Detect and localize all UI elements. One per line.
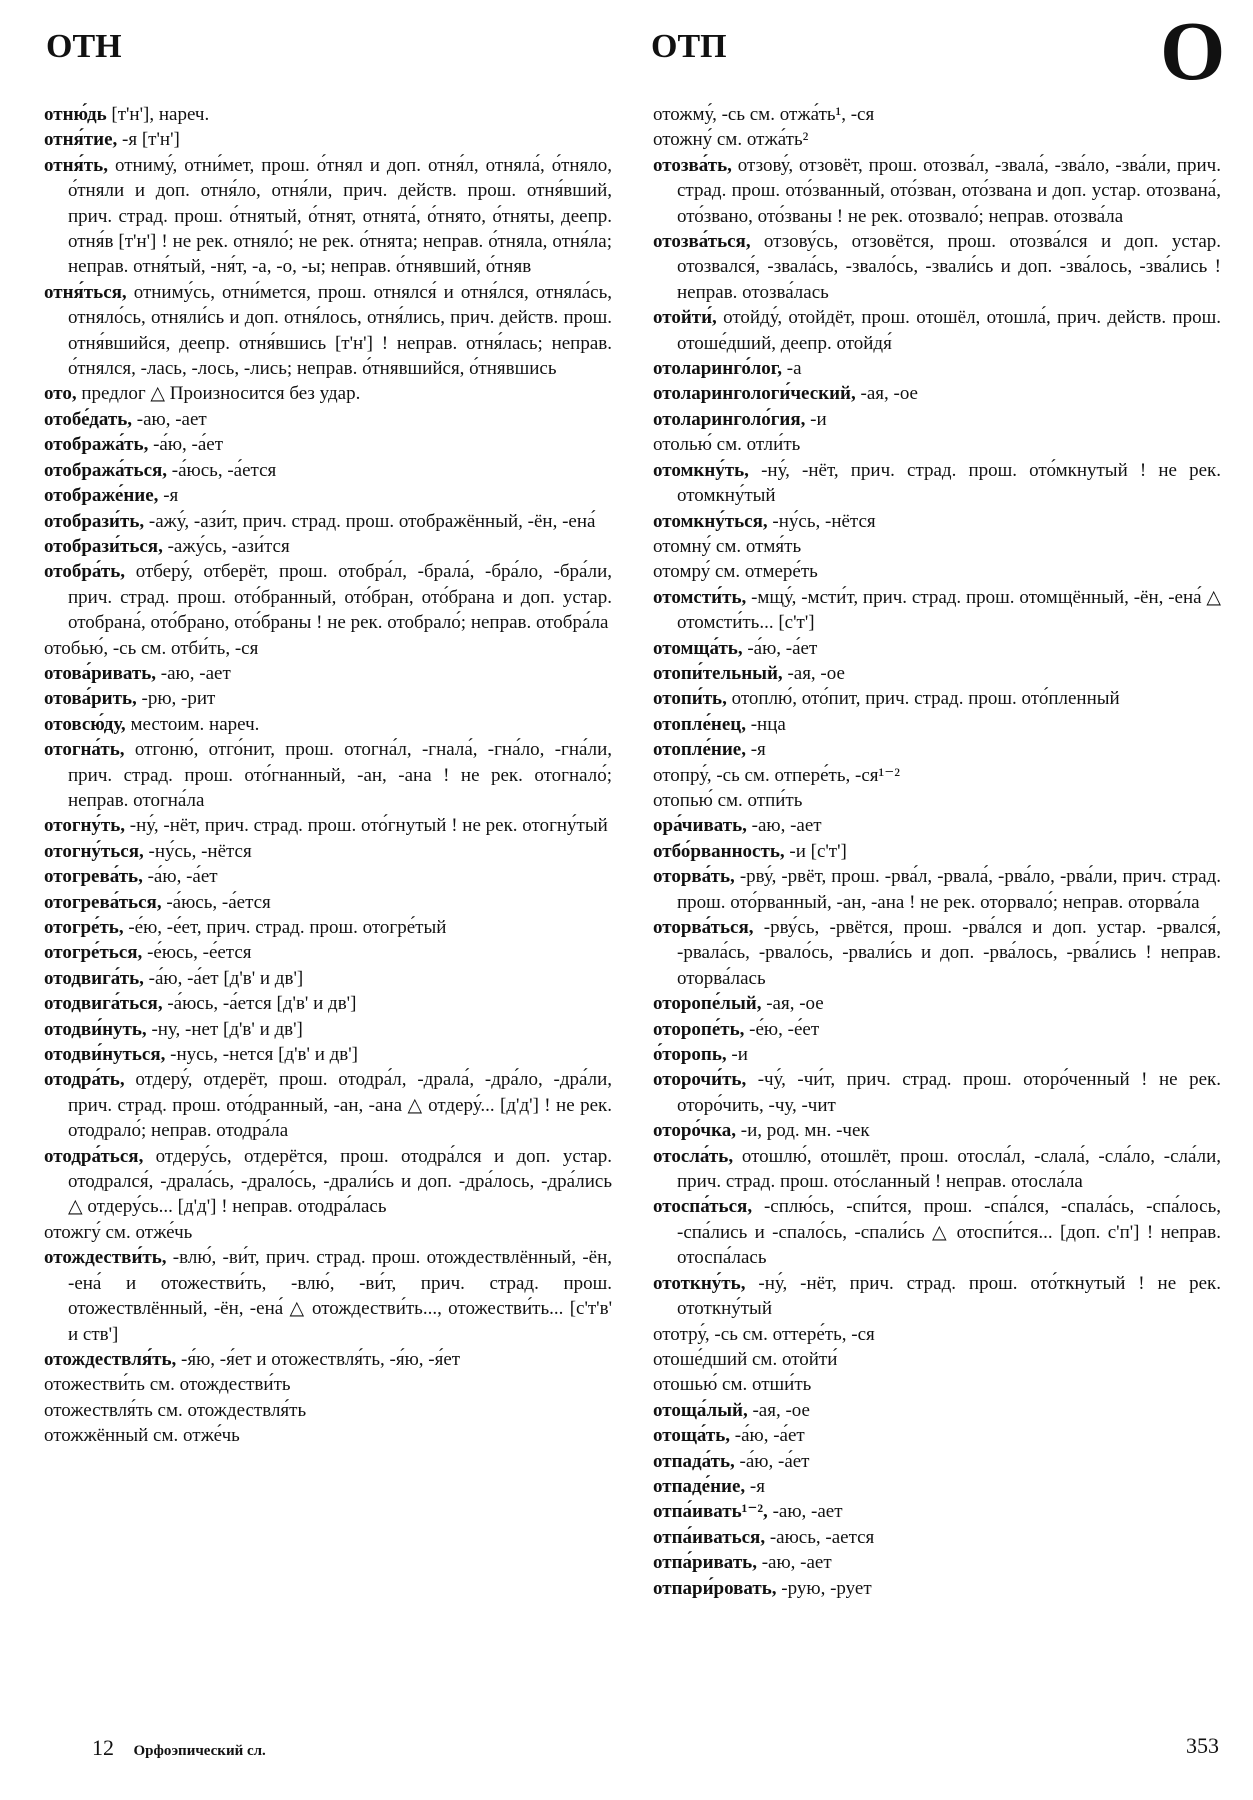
- entry-headword: отойти́,: [653, 307, 717, 329]
- entry-headword: отомкну́ться,: [653, 510, 768, 532]
- entry-body: -и: [726, 1044, 748, 1066]
- entry-body: -я: [745, 739, 766, 761]
- dictionary-entry: [653, 356, 1221, 381]
- dictionary-entry: [44, 1423, 612, 1448]
- entry-body: отопру́, -сь см. отпере́ть, -ся¹⁻²: [653, 764, 900, 786]
- entry-body: -а́ю, -а́ет: [148, 434, 224, 456]
- entry-headword: отня́ться,: [44, 281, 127, 303]
- entry-body: -а́ю, -а́ет: [730, 1425, 805, 1447]
- dictionary-entry: [653, 636, 1221, 661]
- dictionary-entry: [44, 381, 612, 406]
- entry-body: -нусь, -нется [д'в' и дв']: [165, 1044, 359, 1066]
- entry-body: отниму́сь, отни́мется, прош. отнялся́ и отня́лся, отняла́сь, отняло́сь, отняли́сь и доп. отня́лось, отня́лись, прич. действ. прош. отня́вшийся, деепр. отня́вшись [т'н'] ! неправ. отня́лась; неправ. о́тнялся, -лась, -лось, -лись; неправ. о́тнявшийся, о́тнявшись: [68, 281, 612, 380]
- dictionary-entry: [44, 839, 612, 864]
- dictionary-entry: [44, 991, 612, 1016]
- entry-body: -аю, -ает: [756, 1552, 832, 1574]
- dictionary-entry: [44, 712, 612, 737]
- entry-headword: оторочи́ть,: [653, 1069, 747, 1091]
- dictionary-entry: [653, 1118, 1221, 1143]
- dictionary-entry: [653, 229, 1221, 305]
- entry-headword: отобража́ться,: [44, 459, 168, 481]
- dictionary-entry: [653, 737, 1221, 762]
- dictionary-entry: [44, 1372, 612, 1397]
- entry-headword: ототкну́ть,: [653, 1272, 746, 1294]
- dictionary-entry: [653, 102, 1221, 127]
- dictionary-entry: [44, 661, 612, 686]
- entry-body: отожму́, -сь см. отжа́ть¹, -ся: [653, 104, 875, 125]
- entry-body: -мщу́, -мсти́т, прич. страд. прош. отомщённый, -ён, -ена́ △ отомсти́ть... [с'т']: [677, 586, 1221, 634]
- dictionary-entry: [653, 432, 1221, 457]
- entry-headword: отомща́ть,: [653, 637, 743, 659]
- entry-body: -ну, -нет [д'в' и дв']: [146, 1018, 303, 1040]
- entry-body: отгоню́, отго́нит, прош. отогна́л, -гнала́, -гна́ло, -гна́ли, прич. страд. прош. ото́гнанный, -ан, -ана ! не рек. отогнало́; неправ. отогна́ла: [68, 739, 612, 811]
- entry-headword: отогре́ть,: [44, 917, 124, 938]
- entry-body: отдеру́, отдерёт, прош. отодра́л, -драла́, -дра́ло, -дра́ли, прич. страд. прош. ото́дранный, -ан, -ана △ отдеру́... [д'д'] ! не рек. отодрало́; неправ. отодра́ла: [68, 1069, 612, 1142]
- entry-body: отзову́, отзовёт, прош. отозва́л, -звала́, -зва́ло, -зва́ли, прич. страд. прош. ото́званный, ото́зван, ото́звана и доп. устар. отозвана́, ото́звано, ото́званы ! не рек. отозвало́; неправ. отозва́ла: [677, 154, 1221, 227]
- entry-headword: оторва́ть,: [653, 866, 735, 888]
- dictionary-entry: [653, 127, 1221, 152]
- entry-headword: ото,: [44, 383, 77, 405]
- dictionary-entry: [653, 1347, 1221, 1372]
- dictionary-entry: [653, 1017, 1221, 1042]
- dictionary-entry: [653, 534, 1221, 559]
- entry-headword: оторва́ться,: [653, 917, 754, 938]
- entry-body: -аю, -ает: [132, 408, 207, 430]
- running-head-left: ОТН: [46, 28, 122, 65]
- entry-headword: ора́чивать,: [653, 815, 747, 837]
- entry-headword: отомсти́ть,: [653, 586, 747, 608]
- entry-body: -я: [745, 1475, 765, 1497]
- dictionary-entry: [44, 1245, 612, 1347]
- entry-body: предлог △ Произносится без удар.: [76, 383, 361, 405]
- entry-body: отдеру́сь, отдерётся, прош. отодра́лся и доп. устар. отодрался́, -драла́сь, -драло́сь, -драли́сь и доп. -дра́лось, -дра́лись △ отдеру́сь... [д'д'] ! неправ. отодра́лась: [68, 1145, 612, 1218]
- entry-body: -аю, -ает: [156, 662, 231, 684]
- dictionary-entry: [44, 559, 612, 635]
- dictionary-entry: [653, 1499, 1221, 1524]
- dictionary-entry: [653, 305, 1221, 356]
- entry-body: -ну́, -нёт, прич. страд. прош. ото́мкнутый ! не рек. отомкну́тый: [677, 459, 1221, 507]
- entry-body: -а́юсь, -а́ется: [161, 891, 271, 913]
- entry-body: -сплю́сь, -спи́тся, прош. -спа́лся, -спала́сь, -спа́лось, -спа́лись и -спало́сь, -спали́сь △ отоспи́тся... [доп. с'п'] ! неправ. отоспа́лась: [677, 1196, 1221, 1269]
- left-column: [44, 102, 612, 1449]
- dictionary-entry: [44, 127, 612, 152]
- dictionary-entry: [653, 1550, 1221, 1575]
- entry-body: отожествля́ть см. отождествля́ть: [44, 1399, 307, 1421]
- entry-body: -ну́сь, -нётся: [143, 840, 252, 862]
- entry-body: -и [с'т']: [784, 840, 847, 862]
- entry-headword: отоларингологи́ческий,: [653, 383, 856, 405]
- entry-body: -е́юсь, -е́ется: [142, 942, 252, 964]
- dictionary-entry: [653, 813, 1221, 838]
- signature-caption: Орфоэпический сл.: [133, 1743, 266, 1759]
- dictionary-entry: [44, 813, 612, 838]
- entry-body: -а́юсь, -а́ется: [167, 459, 277, 481]
- entry-body: -аю, -ает: [746, 815, 822, 837]
- dictionary-entry: [653, 1194, 1221, 1270]
- dictionary-entry: [653, 1525, 1221, 1550]
- entry-headword: отоща́лый,: [653, 1399, 748, 1421]
- dictionary-entry: [653, 1067, 1221, 1118]
- entry-body: -а́ю, -а́ет: [734, 1450, 810, 1472]
- entry-headword: оторо́чка,: [653, 1120, 737, 1142]
- entry-headword: отогну́ть,: [44, 815, 126, 837]
- entry-body: отоплю́, ото́пит, прич. страд. прош. ото́пленный: [726, 688, 1120, 710]
- entry-body: местоим. нареч.: [125, 713, 260, 735]
- entry-body: -е́ю, -е́ет, прич. страд. прош. отогре́тый: [123, 917, 447, 938]
- dictionary-entry: [44, 407, 612, 432]
- entry-headword: отодра́ть,: [44, 1069, 125, 1091]
- dictionary-entry: [44, 1017, 612, 1042]
- entry-body: ототру́, -сь см. оттере́ть, -ся: [653, 1323, 875, 1345]
- entry-body: -а́ю, -а́ет [д'в' и дв']: [143, 967, 304, 989]
- entry-body: -ну́сь, -нётся: [767, 510, 876, 532]
- entry-body: -а́юсь, -а́ется [д'в' и дв']: [162, 993, 357, 1015]
- entry-body: -аюсь, -ается: [765, 1526, 875, 1548]
- entry-body: -ажу́сь, -ази́тся: [162, 535, 290, 557]
- entry-body: отзову́сь, отзовётся, прош. отозва́лся и доп. устар. отозвался́, -звала́сь, -звало́сь, -звали́сь и доп. -зва́лось, -зва́лись ! неправ. отозва́лась: [677, 231, 1221, 303]
- entry-headword: отопле́нец,: [653, 713, 746, 735]
- dictionary-entry: [653, 153, 1221, 229]
- dictionary-entry: [653, 991, 1221, 1016]
- dictionary-entry: [653, 1474, 1221, 1499]
- entry-headword: отогре́ться,: [44, 942, 143, 964]
- running-head-right: ОТП: [651, 28, 727, 65]
- dictionary-entry: [44, 102, 612, 127]
- entry-body: отожну́ см. отжа́ть²: [653, 129, 809, 151]
- entry-headword: отобража́ть,: [44, 434, 149, 456]
- dictionary-entry: [653, 1372, 1221, 1397]
- entry-headword: отогна́ть,: [44, 739, 125, 761]
- dictionary-entry: [44, 737, 612, 813]
- entry-body: отожгу́ см. отже́чь: [44, 1221, 193, 1243]
- entry-body: отомру́ см. отмере́ть: [653, 561, 818, 583]
- page-number-left: 12: [92, 1735, 114, 1760]
- section-letter: О: [1160, 5, 1226, 98]
- dictionary-entry: [44, 1398, 612, 1423]
- dictionary-entry: [44, 509, 612, 534]
- dictionary-entry: [653, 1423, 1221, 1448]
- entry-headword: отпада́ть,: [653, 1450, 735, 1472]
- dictionary-entry: [653, 686, 1221, 711]
- dictionary-entry: [44, 1220, 612, 1245]
- entry-headword: отодви́нуть,: [44, 1018, 147, 1040]
- entry-body: отберу́, отберёт, прош. отобра́л, -брала́, -бра́ло, -бра́ли, прич. страд. прош. ото́бранный, ото́бран, ото́брана и доп. устар. отобрана́, ото́брано, ото́браны ! не рек. отобрало́; неправ. отобра́ла: [68, 561, 612, 634]
- dictionary-entry: [44, 458, 612, 483]
- entry-headword: отогрева́ть,: [44, 866, 143, 888]
- entry-headword: отпа́ивать¹⁻²,: [653, 1501, 768, 1523]
- entry-headword: отня́ть,: [44, 154, 108, 176]
- dictionary-entry: [653, 585, 1221, 636]
- dictionary-entry: [653, 1271, 1221, 1322]
- entry-body: -а: [782, 358, 802, 380]
- dictionary-entry: [653, 1398, 1221, 1423]
- entry-headword: отня́тие,: [44, 129, 118, 151]
- dictionary-entry: [44, 280, 612, 382]
- dictionary-entry: [653, 381, 1221, 406]
- dictionary-entry: [44, 686, 612, 711]
- entry-body: -ну́, -нёт, прич. страд. прош. ото́гнутый ! не рек. отогну́тый: [125, 815, 608, 837]
- entry-body: -ну́, -нёт, прич. страд. прош. ото́ткнутый ! не рек. ототкну́тый: [677, 1272, 1221, 1320]
- entry-body: отомну́ см. отмя́ть: [653, 535, 802, 557]
- entry-headword: отогрева́ться,: [44, 891, 162, 913]
- dictionary-entry: [44, 636, 612, 661]
- entry-headword: отозва́ть,: [653, 154, 732, 176]
- entry-headword: отодвига́ть,: [44, 967, 144, 989]
- entry-headword: отопи́тельный,: [653, 662, 783, 684]
- entry-headword: отображе́ние,: [44, 485, 159, 507]
- entry-headword: отождествля́ть,: [44, 1348, 177, 1370]
- dictionary-entry: [653, 788, 1221, 813]
- entry-headword: отбо́рванность,: [653, 840, 785, 862]
- entry-body: -чу́, -чи́т, прич. страд. прош. оторо́ченный ! не рек. оторо́чить, -чу, -чит: [677, 1069, 1221, 1116]
- entry-body: отобью́, -сь см. отби́ть, -ся: [44, 637, 259, 659]
- entry-headword: отпаде́ние,: [653, 1475, 746, 1497]
- dictionary-entry: [653, 1144, 1221, 1195]
- dictionary-entry: [44, 483, 612, 508]
- entry-headword: отомкну́ть,: [653, 459, 749, 481]
- entry-body: -а́ю, -а́ет: [142, 866, 218, 888]
- entry-body: -е́ю, -е́ет: [744, 1018, 820, 1040]
- entry-body: -и: [805, 408, 827, 430]
- entry-body: отойду́, отойдёт, прош. отошёл, отошла́, прич. действ. прош. отоше́дший, деепр. отойдя́: [677, 307, 1221, 354]
- dictionary-entry: [653, 1322, 1221, 1347]
- dictionary-entry: [653, 712, 1221, 737]
- entry-headword: отобрази́ть,: [44, 510, 145, 532]
- entry-headword: оторопе́ть,: [653, 1018, 745, 1040]
- entry-headword: оторопе́лый,: [653, 993, 762, 1015]
- entry-body: отоше́дший см. отойти́: [653, 1348, 838, 1370]
- entry-headword: отождестви́ть,: [44, 1247, 167, 1269]
- entry-body: -я́ю, -я́ет и отожествля́ть, -я́ю, -я́ет: [176, 1348, 461, 1370]
- entry-body: отожестви́ть см. отождестви́ть: [44, 1374, 291, 1396]
- entry-headword: отпа́иваться,: [653, 1526, 766, 1548]
- entry-headword: отоспа́ться,: [653, 1196, 753, 1218]
- page-number-right: 353: [1186, 1733, 1219, 1758]
- entry-body: -ая, -ое: [855, 383, 918, 405]
- dictionary-entry: [44, 966, 612, 991]
- entry-body: отожжённый см. отже́чь: [44, 1425, 240, 1447]
- dictionary-entry: [653, 509, 1221, 534]
- dictionary-entry: [653, 839, 1221, 864]
- entry-headword: отобрази́ться,: [44, 535, 163, 557]
- dictionary-entry: [653, 458, 1221, 509]
- entry-headword: отодвига́ться,: [44, 993, 163, 1015]
- entry-body: [т'н'], нареч.: [106, 104, 210, 125]
- entry-body: -нца: [745, 713, 786, 735]
- entry-body: отниму́, отни́мет, прош. о́тнял и доп. отня́л, отняла́, о́тняло, о́тняли и доп. отня́ло, отня́ли, прич. действ. прош. отня́вший, прич. страд. прош. о́тнятый, о́тнят, отнята́, о́тнято, о́тняты, деепр. отня́в [т'н'] ! не рек. отняло́; не рек. о́тнята; неправ. о́тняла, отня́ла; неправ. отня́тый, -ня́т, -а, -о, -ы; неправ. о́тнявший, о́тняв: [68, 154, 612, 278]
- dictionary-entry: [44, 1067, 612, 1143]
- dictionary-entry: [44, 153, 612, 280]
- dictionary-entry: [44, 890, 612, 915]
- entry-headword: отодви́нуться,: [44, 1044, 166, 1066]
- entry-headword: отопле́ние,: [653, 739, 746, 761]
- entry-headword: отню́дь: [44, 104, 107, 125]
- entry-body: -ая, -ое: [761, 993, 824, 1015]
- right-column: [653, 102, 1221, 1601]
- entry-body: отопью́ см. отпи́ть: [653, 789, 803, 811]
- entry-body: -рю, -рит: [136, 688, 216, 710]
- entry-body: -рву́сь, -рвётся, прош. -рва́лся и доп. устар. -рвался́, -рвала́сь, -рвало́сь, -рвали́сь и доп. -рва́лось, -рва́лись ! неправ. оторва́лась: [677, 917, 1221, 989]
- dictionary-entry: [44, 432, 612, 457]
- entry-body: -рую, -рует: [776, 1577, 872, 1599]
- dictionary-entry: [653, 1449, 1221, 1474]
- entry-headword: отопи́ть,: [653, 688, 727, 710]
- entry-headword: отпари́ровать,: [653, 1577, 777, 1599]
- entry-headword: отодра́ться,: [44, 1145, 144, 1167]
- entry-headword: отобе́дать,: [44, 408, 133, 430]
- dictionary-entry: [44, 915, 612, 940]
- entry-body: -ая, -ое: [782, 662, 845, 684]
- entry-body: отолью́ см. отли́ть: [653, 434, 801, 456]
- entry-body: -я [т'н']: [117, 129, 180, 151]
- entry-headword: отогну́ться,: [44, 840, 144, 862]
- dictionary-entry: [44, 864, 612, 889]
- entry-headword: отпа́ривать,: [653, 1552, 757, 1574]
- dictionary-entry: [653, 915, 1221, 991]
- entry-headword: отоларинголо́гия,: [653, 408, 806, 430]
- dictionary-entry: [653, 864, 1221, 915]
- entry-body: -аю, -ает: [767, 1501, 843, 1523]
- entry-headword: отобра́ть,: [44, 561, 126, 583]
- entry-body: отошью́ см. отши́ть: [653, 1374, 812, 1396]
- entry-headword: отосла́ть,: [653, 1145, 734, 1167]
- entry-body: -ая, -ое: [747, 1399, 810, 1421]
- footer-left: [92, 1735, 266, 1761]
- dictionary-entry: [653, 1576, 1221, 1601]
- entry-headword: отозва́ться,: [653, 231, 751, 253]
- entry-headword: о́торопь,: [653, 1044, 727, 1066]
- entry-body: отошлю́, отошлёт, прош. отосла́л, -слала́, -сла́ло, -сла́ли, прич. страд. прош. ото́сланный ! неправ. отосла́ла: [677, 1145, 1221, 1193]
- entry-body: -я: [158, 485, 179, 507]
- dictionary-entry: [44, 1042, 612, 1067]
- entry-headword: отова́ривать,: [44, 662, 157, 684]
- entry-headword: отова́рить,: [44, 688, 137, 710]
- dictionary-entry: [653, 661, 1221, 686]
- dictionary-entry: [653, 407, 1221, 432]
- dictionary-entry: [653, 763, 1221, 788]
- dictionary-entry: [44, 940, 612, 965]
- dictionary-entry: [44, 1347, 612, 1372]
- entry-body: -ажу́, -ази́т, прич. страд. прош. отображённый, -ён, -ена́: [144, 510, 596, 532]
- entry-body: -а́ю, -а́ет: [742, 637, 818, 659]
- entry-body: -рву́, -рвёт, прош. -рва́л, -рвала́, -рва́ло, -рва́ли, прич. страд. прош. ото́рванный, -ан, -ана ! не рек. оторвало́; неправ. оторва́ла: [677, 866, 1221, 913]
- entry-headword: отоларинго́лог,: [653, 358, 783, 380]
- dictionary-entry: [653, 1042, 1221, 1067]
- dictionary-entry: [653, 559, 1221, 584]
- entry-headword: отоща́ть,: [653, 1425, 731, 1447]
- dictionary-entry: [44, 534, 612, 559]
- entry-body: -и, род. мн. -чек: [736, 1120, 870, 1142]
- dictionary-entry: [44, 1144, 612, 1220]
- entry-headword: отовсю́ду,: [44, 713, 126, 735]
- entry-body: -влю́, -ви́т, прич. страд. прош. отождествлённый, -ён, -ена́ и отожестви́ть, -влю́, -ви́т, прич. страд. прош. отожествлённый, -ён, -ена́ △ отождестви́ть..., отожестви́ть... [с'т'в' и ств']: [68, 1247, 612, 1345]
